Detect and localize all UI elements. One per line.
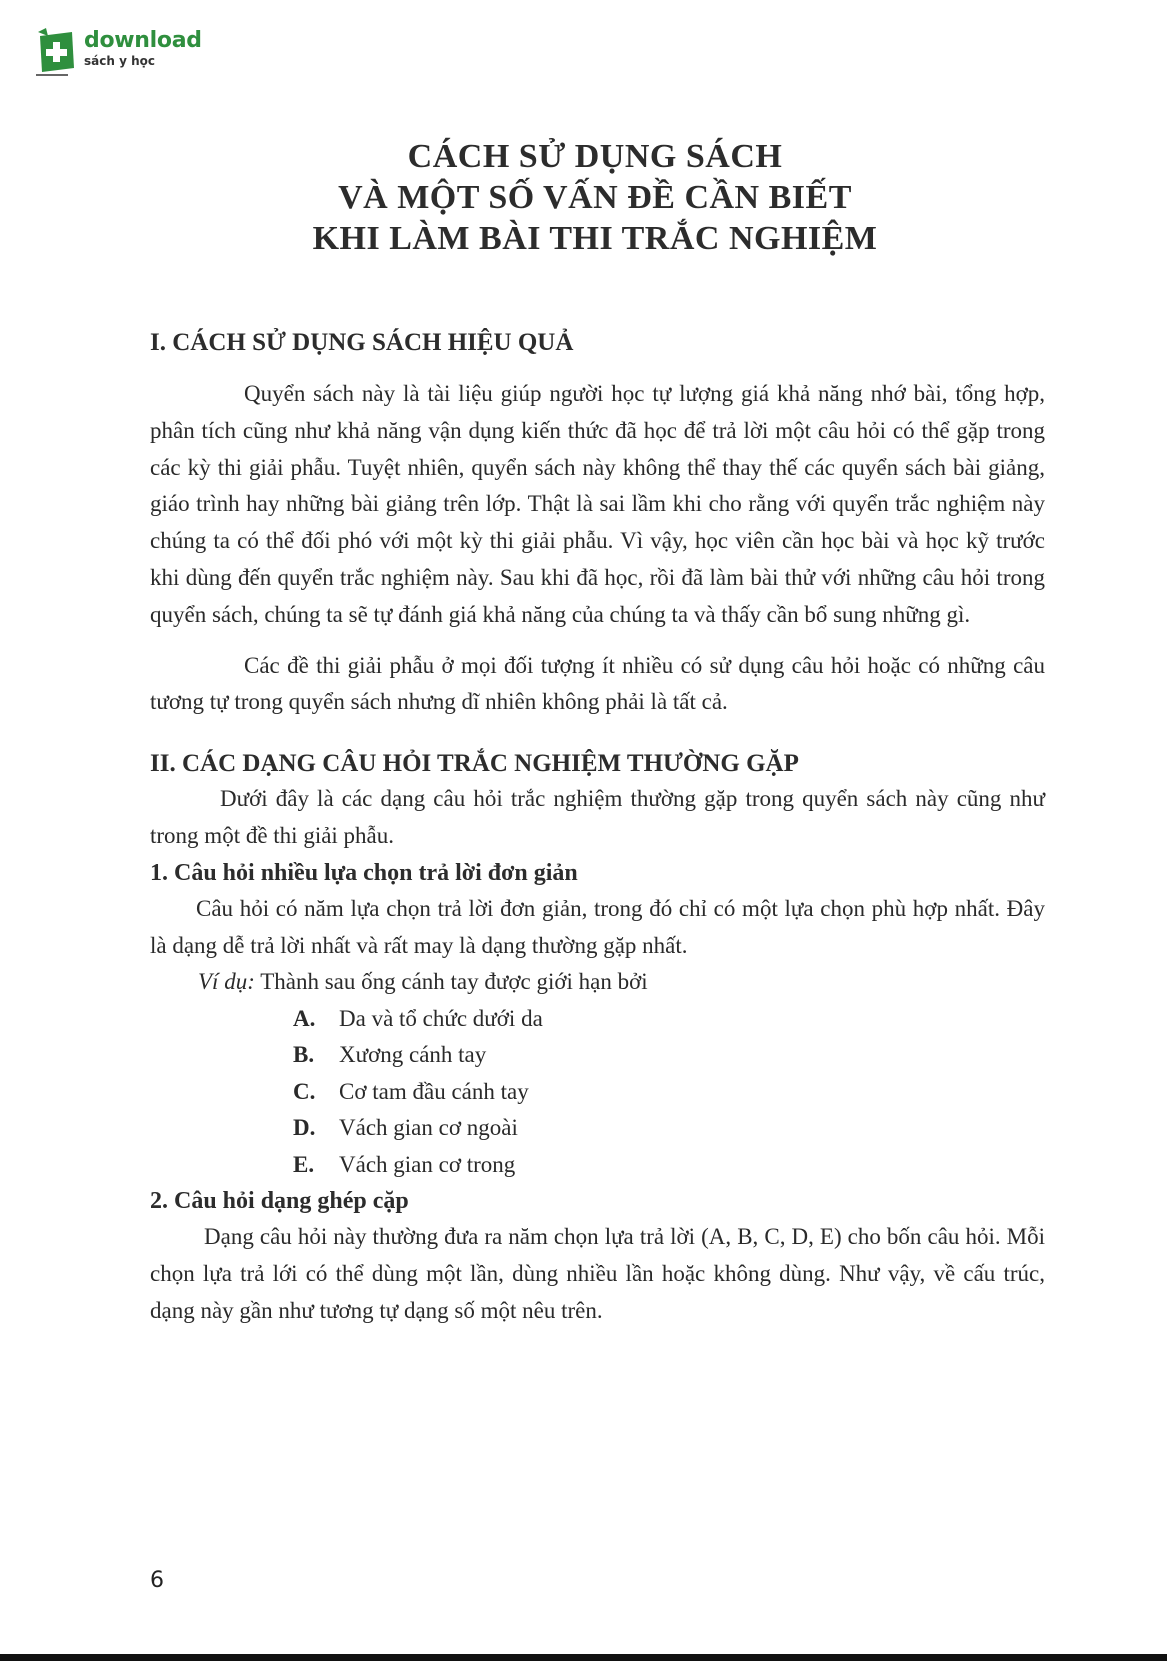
answer-options (150, 1001, 1045, 1184)
option-c (150, 1074, 1045, 1111)
option-letter: A. (293, 1005, 316, 1031)
option-text: Xương cánh tay (339, 1042, 487, 1068)
option-text: Vách gian cơ ngoài (339, 1115, 518, 1141)
page-title (150, 136, 1040, 259)
section-2-heading: II. CÁC DẠNG CÂU HỎI TRẮC NGHIỆM THƯỜNG GẶP (150, 750, 799, 778)
option-letter: C. (293, 1078, 316, 1104)
option-e (150, 1147, 1045, 1184)
scan-edge-bar (0, 1654, 1167, 1661)
title-line-3: KHI LÀM BÀI THI TRẮC NGHIỆM (312, 220, 878, 257)
logo-word: download (84, 28, 202, 53)
option-d (150, 1110, 1045, 1147)
option-a (150, 1001, 1045, 1038)
section-2-intro: Dưới đây là các dạng câu hỏi trắc nghiệm thường gặp trong quyển sách này cũng như trong một đề thi giải phẫu. (150, 786, 1045, 848)
option-text: Cơ tam đầu cánh tay (339, 1078, 529, 1104)
section-1-paragraph-2: Các đề thi giải phẫu ở mọi đối tượng ít nhiều có sử dụng câu hỏi hoặc có những câu tương tự trong quyển sách nhưng dĩ nhiên không phải là tất cả. (150, 652, 1045, 715)
title-line-1: CÁCH SỬ DỤNG SÁCH (407, 138, 783, 175)
medical-cross-icon (34, 28, 78, 76)
title-line-2: VÀ MỘT SỐ VẤN ĐỀ CẦN BIẾT (338, 179, 852, 216)
option-letter: D. (293, 1115, 316, 1141)
subsection-2-heading: 2. Câu hỏi dạng ghép cặp (150, 1188, 409, 1215)
option-text: Vách gian cơ trong (339, 1151, 516, 1177)
subsection-1-text: Câu hỏi có năm lựa chọn trả lời đơn giản, trong đó chỉ có một lựa chọn phù hợp nhất. Đây là dạng dễ trả lời nhất và rất may là dạng thường gặp nhất. (150, 895, 1045, 958)
logo-subtitle: sách y học (84, 54, 155, 68)
example-label: Ví dụ: (198, 969, 255, 995)
option-letter: B. (293, 1042, 315, 1068)
example-question (150, 964, 1045, 1001)
page-number: 6 (150, 1568, 164, 1593)
subsection-1-heading: 1. Câu hỏi nhiều lựa chọn trả lời đơn giản (150, 859, 578, 886)
option-text: Da và tổ chức dưới da (339, 1005, 543, 1031)
download-sach-y-hoc-logo[interactable] (34, 24, 204, 80)
section-1-paragraph-1: Quyển sách này là tài liệu giúp người học tự lượng giá khả năng nhớ bài, tổng hợp, phân tích cũng như khả năng vận dụng kiến thức đã học để trả lời một câu hỏi có thể gặp trong các kỳ thi giải phẫu. Tuyệt nhiên, quyển sách này không thể thay thế các quyển sách bài giảng, giáo trình hay những bài giảng trên lớp. Thật là sai lầm khi cho rằng với quyển trắc nghiệm này chúng ta có thể đối phó với một kỳ thi giải phẫu. Vì vậy, học viên cần học bài và học kỹ trước khi dùng đến quyển trắc nghiệm này. Sau khi đã học, rồi đã làm bài thử với những câu hỏi trong quyển sách, chúng ta sẽ tự đánh giá khả năng của chúng ta và thấy cần bổ sung những gì. (150, 381, 1045, 627)
option-b (150, 1037, 1045, 1074)
option-letter: E. (293, 1151, 315, 1177)
subsection-2-text: Dạng câu hỏi này thường đưa ra năm chọn lựa trả lời (A, B, C, D, E) cho bốn câu hỏi. Mỗi chọn lựa trả lới có thể dùng một lần, dùng nhiều lần hoặc không dùng. Như vậy, về cấu trúc, dạng này gần như tương tự dạng số một nêu trên. (150, 1224, 1045, 1323)
example-text: Thành sau ống cánh tay được giới hạn bởi (260, 969, 648, 995)
page-content (150, 328, 1045, 1330)
section-1-heading: I. CÁCH SỬ DỤNG SÁCH HIỆU QUẢ (150, 329, 574, 356)
